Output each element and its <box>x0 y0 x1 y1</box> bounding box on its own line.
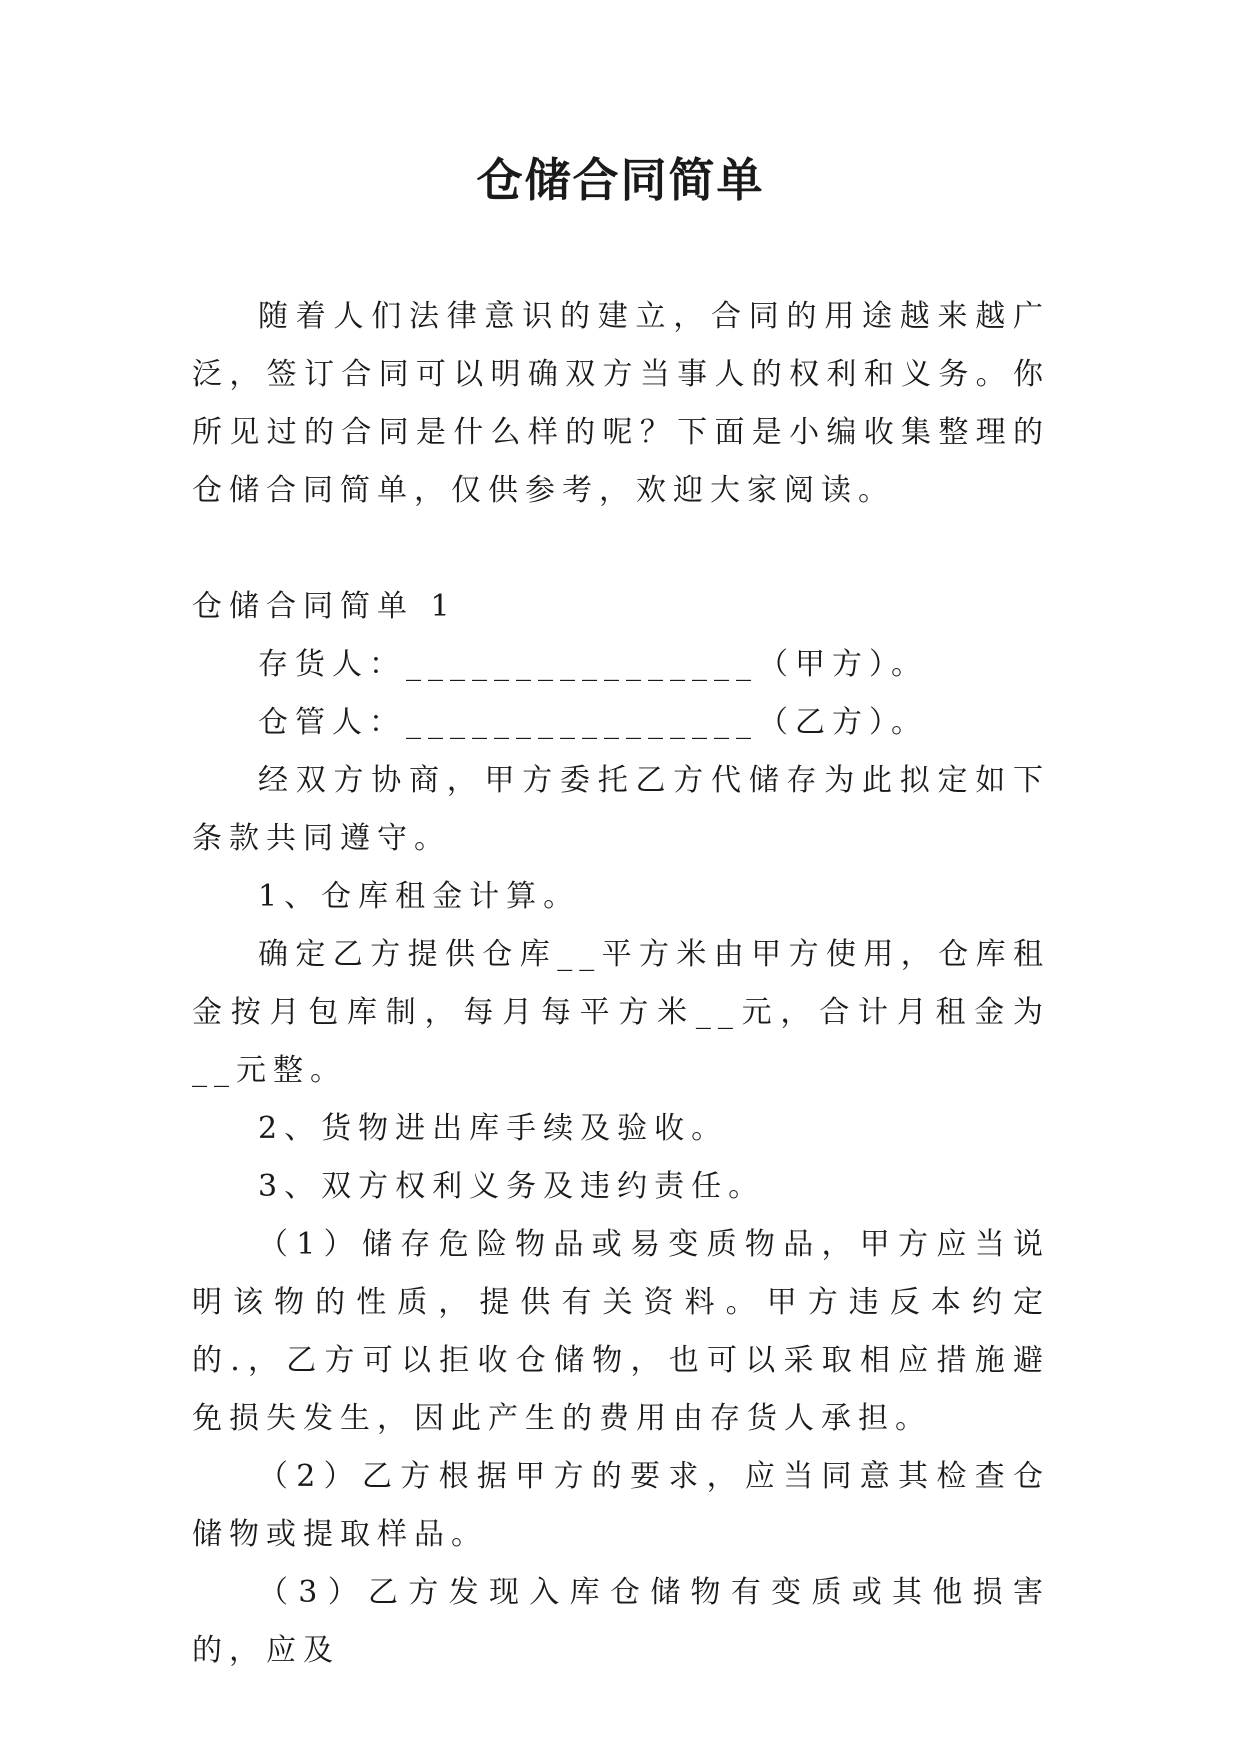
clause-3-item-2: （2）乙方根据甲方的要求，应当同意其检查仓储物或提取样品。 <box>192 1459 1050 1552</box>
agreement-paragraph: 经双方协商，甲方委托乙方代储存为此拟定如下条款共同遵守。 <box>192 763 1050 856</box>
warehouse-keeper-line: 仓管人：________________（乙方）。 <box>258 705 928 740</box>
document-title: 仓储合同简单 <box>476 153 765 207</box>
section-heading: 仓储合同简单 1 <box>192 589 457 624</box>
clause-2-heading: 2、货物进出库手续及验收。 <box>258 1111 729 1146</box>
clause-1-heading: 1、仓库租金计算。 <box>258 879 581 914</box>
depositor-line: 存货人：________________（甲方）。 <box>258 647 928 682</box>
document-body <box>192 288 1050 1680</box>
clause-3-item-1: （1）储存危险物品或易变质物品，甲方应当说明该物的性质，提供有关资料。甲方违反本约定的.，乙方可以拒收仓储物，也可以采取相应措施避免损失发生，因此产生的费用由存货人承担。 <box>192 1227 1050 1436</box>
clause-1-text: 确定乙方提供仓库__平方米由甲方使用，仓库租金按月包库制，每月每平方米__元，合计月租金为__元整。 <box>192 937 1050 1088</box>
intro-paragraph: 随着人们法律意识的建立，合同的用途越来越广泛，签订合同可以明确双方当事人的权利和义务。你所见过的合同是什么样的呢？下面是小编收集整理的仓储合同简单，仅供参考，欢迎大家阅读。 <box>192 299 1050 508</box>
clause-3-heading: 3、双方权利义务及违约责任。 <box>258 1169 766 1204</box>
clause-3-item-3: （3）乙方发现入库仓储物有变质或其他损害的，应及 <box>192 1575 1050 1668</box>
